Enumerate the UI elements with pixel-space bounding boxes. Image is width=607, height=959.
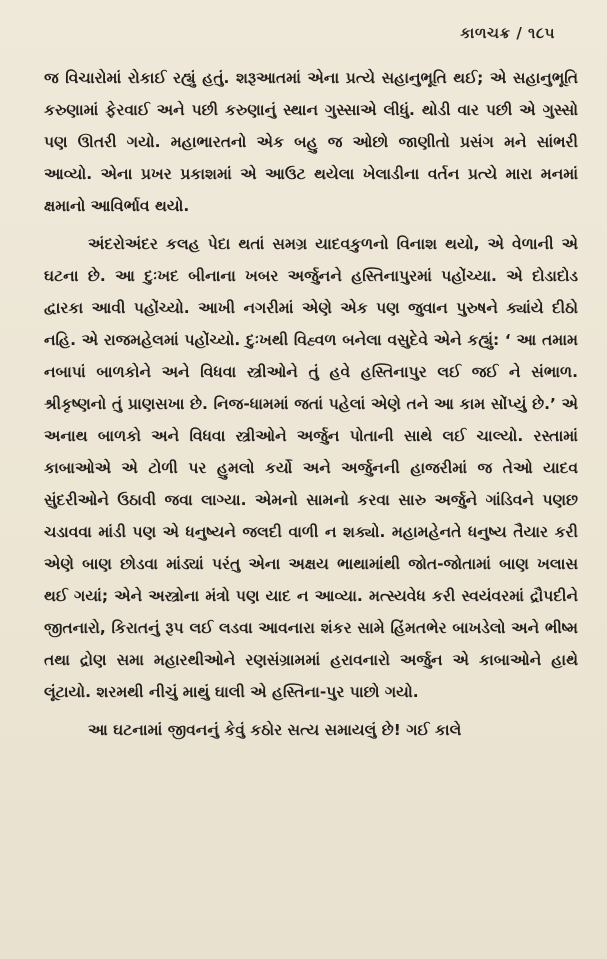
body-text — [44, 62, 578, 752]
paragraph-1: જ વિચારોમાં રોકાઈ રહ્યું હતું. શરૂઆતમાં એના પ્રત્યે સહાનુભૂતિ થઈ; એ સહાનુભૂતિ કરુણામાં ફેરવાઈ અને પછી કરુણાનું સ્થાન ગુસ્સાએ લીધું. થોડી વાર પછી એ ગુસ્સો પણ ઊતરી ગયો. મહાભારતનો એક બહુ જ ઓછો જાણીતો પ્રસંગ મને સાંભરી આવ્યો. એના પ્રખર પ્રકાશમાં એ આઉટ થયેલા ખેલાડીના વર્તન પ્રત્યે મારા મનમાં ક્ષમાનો આવિર્ભાવ થયો. — [44, 69, 578, 215]
paragraph-3: આ ઘટનામાં જીવનનું કેવું કઠોર સત્ય સમાયલું છે! ગઈ કાલે — [88, 721, 462, 739]
paragraph-2: અંદરોઅંદર કલહ પેદા થતાં સમગ્ર યાદવકુળનો વિનાશ થયો, એ વેળાની એ ઘટના છે. આ દુઃખદ બીનાના ખબર અર્જુનને હસ્તિનાપુરમાં પહોંચ્યા. એ દોડાદોડ દ્વારકા આવી પહોંચ્યો. આખી નગરીમાં એણે એક પણ જુવાન પુરુષને ક્યાંયે દીઠો નહિ. એ રાજમહેલમાં પહોંચ્યો. દુઃખથી વિહ્વળ બનેલા વસુદેવે એને કહ્યું: ‘ આ તમામ નબાપાં બાળકોને અને વિધવા સ્ત્રીઓને તું હવે હસ્તિનાપુર લઈ જઈ ને સંભાળ. શ્રીકૃષ્ણનો તું પ્રાણસખા છે. નિજ-ધામમાં જતાં પહેલાં એણે તને આ કામ સોંપ્યું છે.’ એ અનાથ બાળકો અને વિધવા સ્ત્રીઓને અર્જુન પોતાની સાથે લઈ ચાલ્યો. રસ્તામાં કાબાઓએ એ ટોળી પર હુમલો કર્યો અને અર્જુનની હાજરીમાં જ તેઓ યાદવ સુંદરીઓને ઉઠાવી જવા લાગ્યા. એમનો સામનો કરવા સારુ અર્જુને ગાંડિવને પણછ ચડાવવા માંડી પણ એ ધનુષ્યને જલદી વાળી ન શક્યો. મહામહેનતે ધનુષ્ય તૈયાર કરી એણે બાણ છોડવા માંડ્યાં પરંતુ એના અક્ષય ભાથામાંથી જોત-જોતામાં બાણ ખલાસ થઈ ગયાં; એને અસ્ત્રોના મંત્રો પણ યાદ ન આવ્યા. મત્સ્યવેધ કરી સ્વયંવરમાં દ્રૌપદીને જીતનારો, કિરાતનું રૂપ લઈ લડવા આવનારા શંકર સામે હિંમતભેર બાખડેલો અને ભીષ્મ તથા દ્રોણ સમા મહારથીઓને રણસંગ્રામમાં હરાવનારો અર્જુન એ કાબાઓને હાથે લૂંટાયો. શરમથી નીચું માથું ઘાલી એ હસ્તિના-પુર પાછો ગયો. — [44, 235, 578, 701]
running-head: કાળચક્ર / ૧૮૫ — [460, 24, 555, 42]
